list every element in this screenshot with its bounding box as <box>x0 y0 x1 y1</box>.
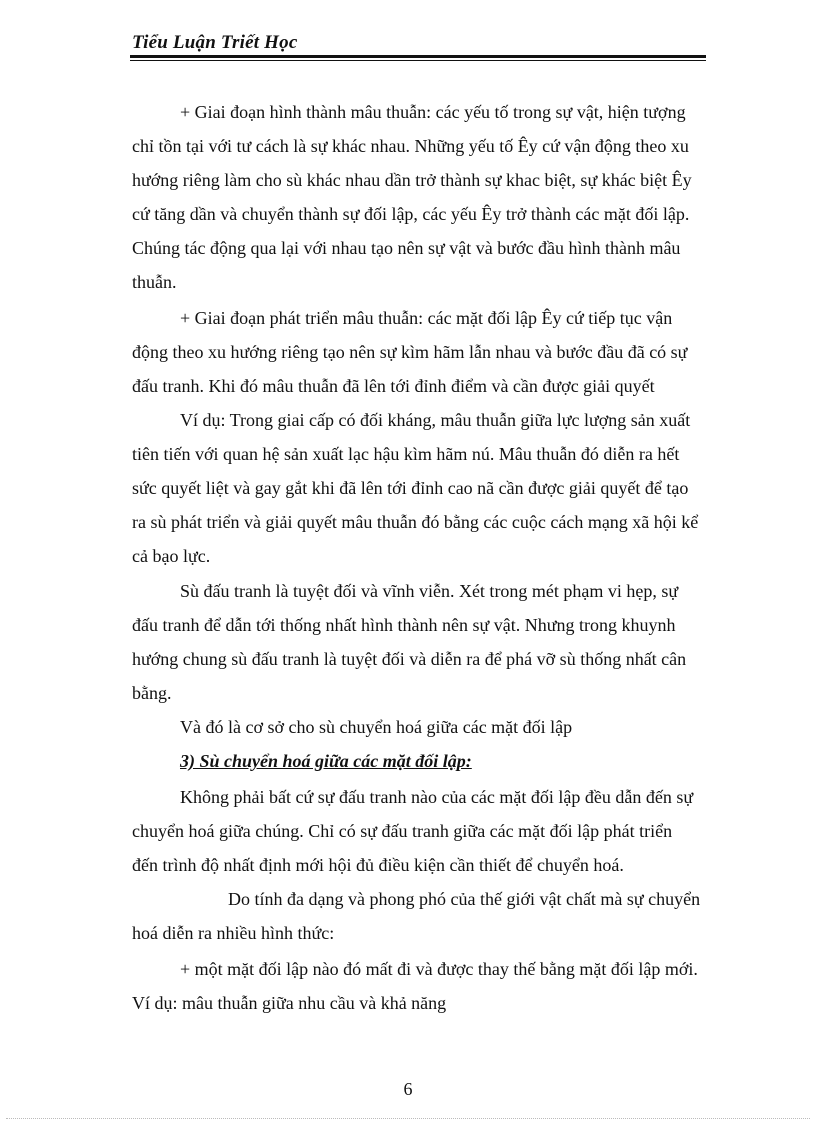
page-header-title: Tiểu Luận Triết Học <box>132 32 298 53</box>
text-line: Do tính đa dạng và phong phó của thế giới vật chất mà sự chuyển <box>228 889 701 909</box>
header-rule-thick <box>130 55 706 58</box>
text-line: cứ tăng dần và chuyển thành sự đối lập, các yếu Êy trở thành các mặt đối lập. <box>132 204 690 224</box>
text-line: chỉ tồn tại với tư cách là sự khác nhau. Những yếu tố Êy cứ vận động theo xu <box>132 136 689 156</box>
text-line: bằng. <box>132 683 172 703</box>
text-line: hướng riêng làm cho sù khác nhau dần trở thành sự khac biệt, sự khác biệt Êy <box>132 170 692 190</box>
text-line: hoá diễn ra nhiều hình thức: <box>132 923 335 943</box>
text-line: thuẫn. <box>132 272 177 292</box>
text-line: cả bạo lực. <box>132 546 211 566</box>
text-line: động theo xu hướng riêng tạo nên sự kìm hãm lẫn nhau và bước đầu đã có sự <box>132 342 688 362</box>
text-line: Sù đấu tranh là tuyệt đối và vĩnh viễn. Xét trong mét phạm vi hẹp, sự <box>180 581 679 601</box>
text-line: đấu tranh để dẫn tới thống nhất hình thành nên sự vật. Nhưng trong khuynh <box>132 615 676 635</box>
page-number: 6 <box>403 1079 413 1099</box>
text-line: ra sù phát triển và giải quyết mâu thuẫn đó bằng các cuộc cách mạng xã hội kể <box>132 512 699 532</box>
text-line: chuyển hoá giữa chúng. Chỉ có sự đấu tranh giữa các mặt đối lập phát triển <box>132 821 673 841</box>
text-line: hướng chung sù đấu tranh là tuyệt đối và diễn ra để phá vỡ sù thống nhất cân <box>132 649 687 669</box>
text-line: Chúng tác động qua lại với nhau tạo nên sự vật và bước đầu hình thành mâu <box>132 238 681 258</box>
text-line: + Giai đoạn phát triển mâu thuẫn: các mặt đối lập Êy cứ tiếp tục vận <box>180 308 673 328</box>
text-line: Và đó là cơ sở cho sù chuyển hoá giữa các mặt đối lập <box>180 717 573 737</box>
page-bottom-divider <box>6 1118 810 1119</box>
text-line: tiên tiến với quan hệ sản xuất lạc hậu kìm hãm nú. Mâu thuẫn đó diễn ra hết <box>132 444 680 464</box>
text-line: Ví dụ: Trong giai cấp có đối kháng, mâu thuẫn giữa lực lượng sản xuất <box>180 410 691 430</box>
text-line: đấu tranh. Khi đó mâu thuẫn đã lên tới đỉnh điểm và cần được giải quyết <box>132 376 655 396</box>
header-rule-thin <box>130 60 706 61</box>
text-line: + một mặt đối lập nào đó mất đi và được thay thế bằng mặt đối lập mới. <box>180 959 698 979</box>
text-line: sức quyết liệt và gay gắt khi đã lên tới đỉnh cao nã cần được giải quyết để tạo <box>132 478 689 498</box>
text-line: Không phải bất cứ sự đấu tranh nào của các mặt đối lập đều dẫn đến sự <box>180 787 694 807</box>
text-line: Ví dụ: mâu thuẫn giữa nhu cầu và khả năng <box>132 993 447 1013</box>
text-line: đến trình độ nhất định mới hội đủ điều kiện cần thiết để chuyển hoá. <box>132 855 624 875</box>
text-line: + Giai đoạn hình thành mâu thuẫn: các yếu tố trong sự vật, hiện tượng <box>180 102 686 122</box>
section-heading: 3) Sù chuyển hoá giữa các mặt đối lập: <box>180 751 472 771</box>
